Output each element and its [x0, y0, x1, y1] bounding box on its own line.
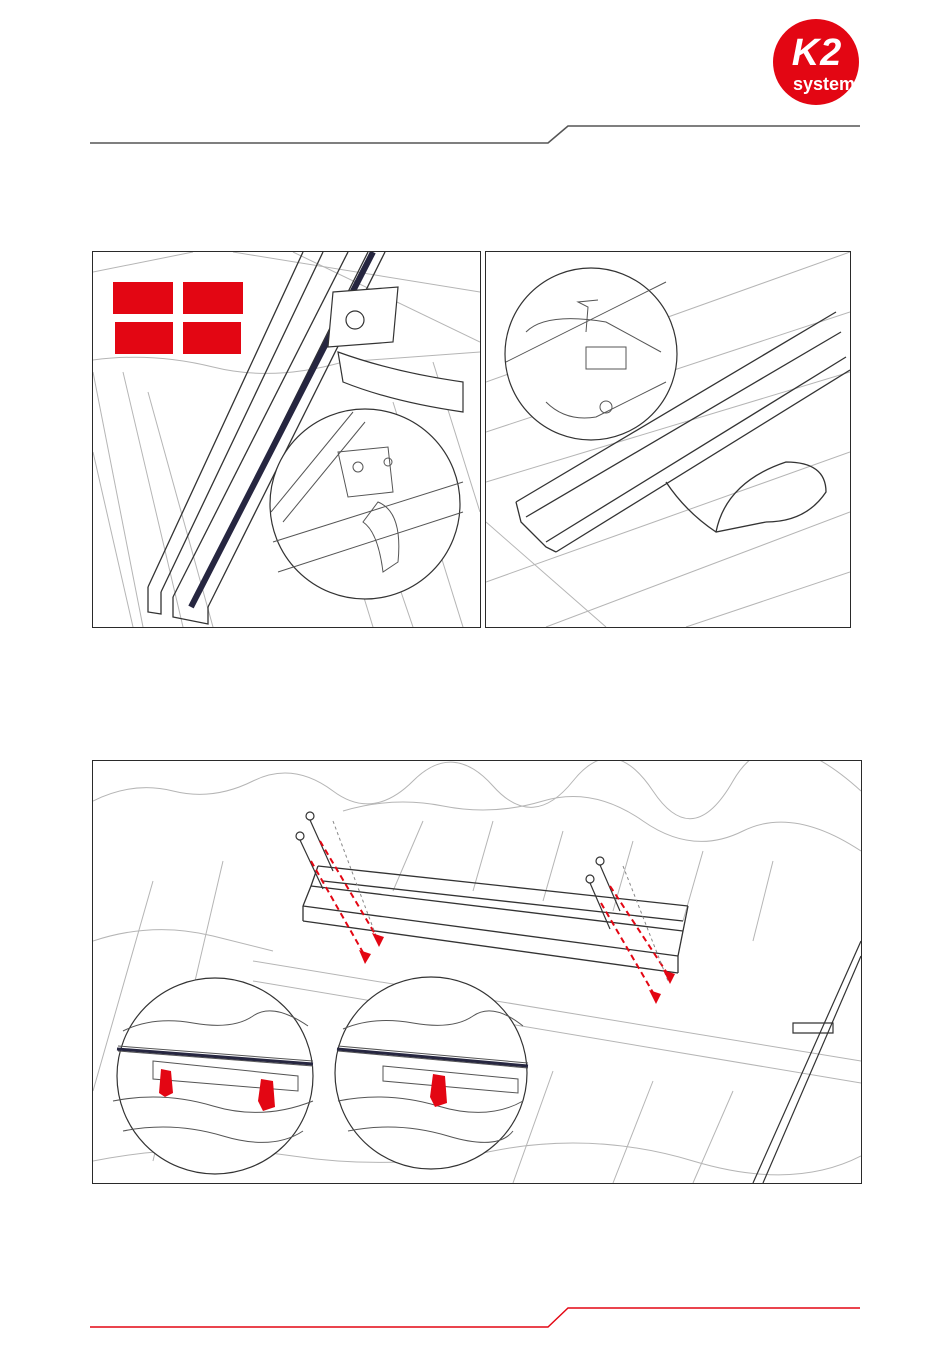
k2-systems-logo — [766, 18, 868, 106]
figure-rail-roof-hook — [92, 251, 481, 628]
figure-short-rail-screws — [92, 760, 862, 1184]
header-rule — [90, 120, 862, 146]
figure-rail-end-connector — [485, 251, 851, 628]
footer-rule — [90, 1304, 862, 1330]
logo-subtext: systems — [792, 74, 866, 94]
logo-mark: K2 — [791, 32, 843, 74]
